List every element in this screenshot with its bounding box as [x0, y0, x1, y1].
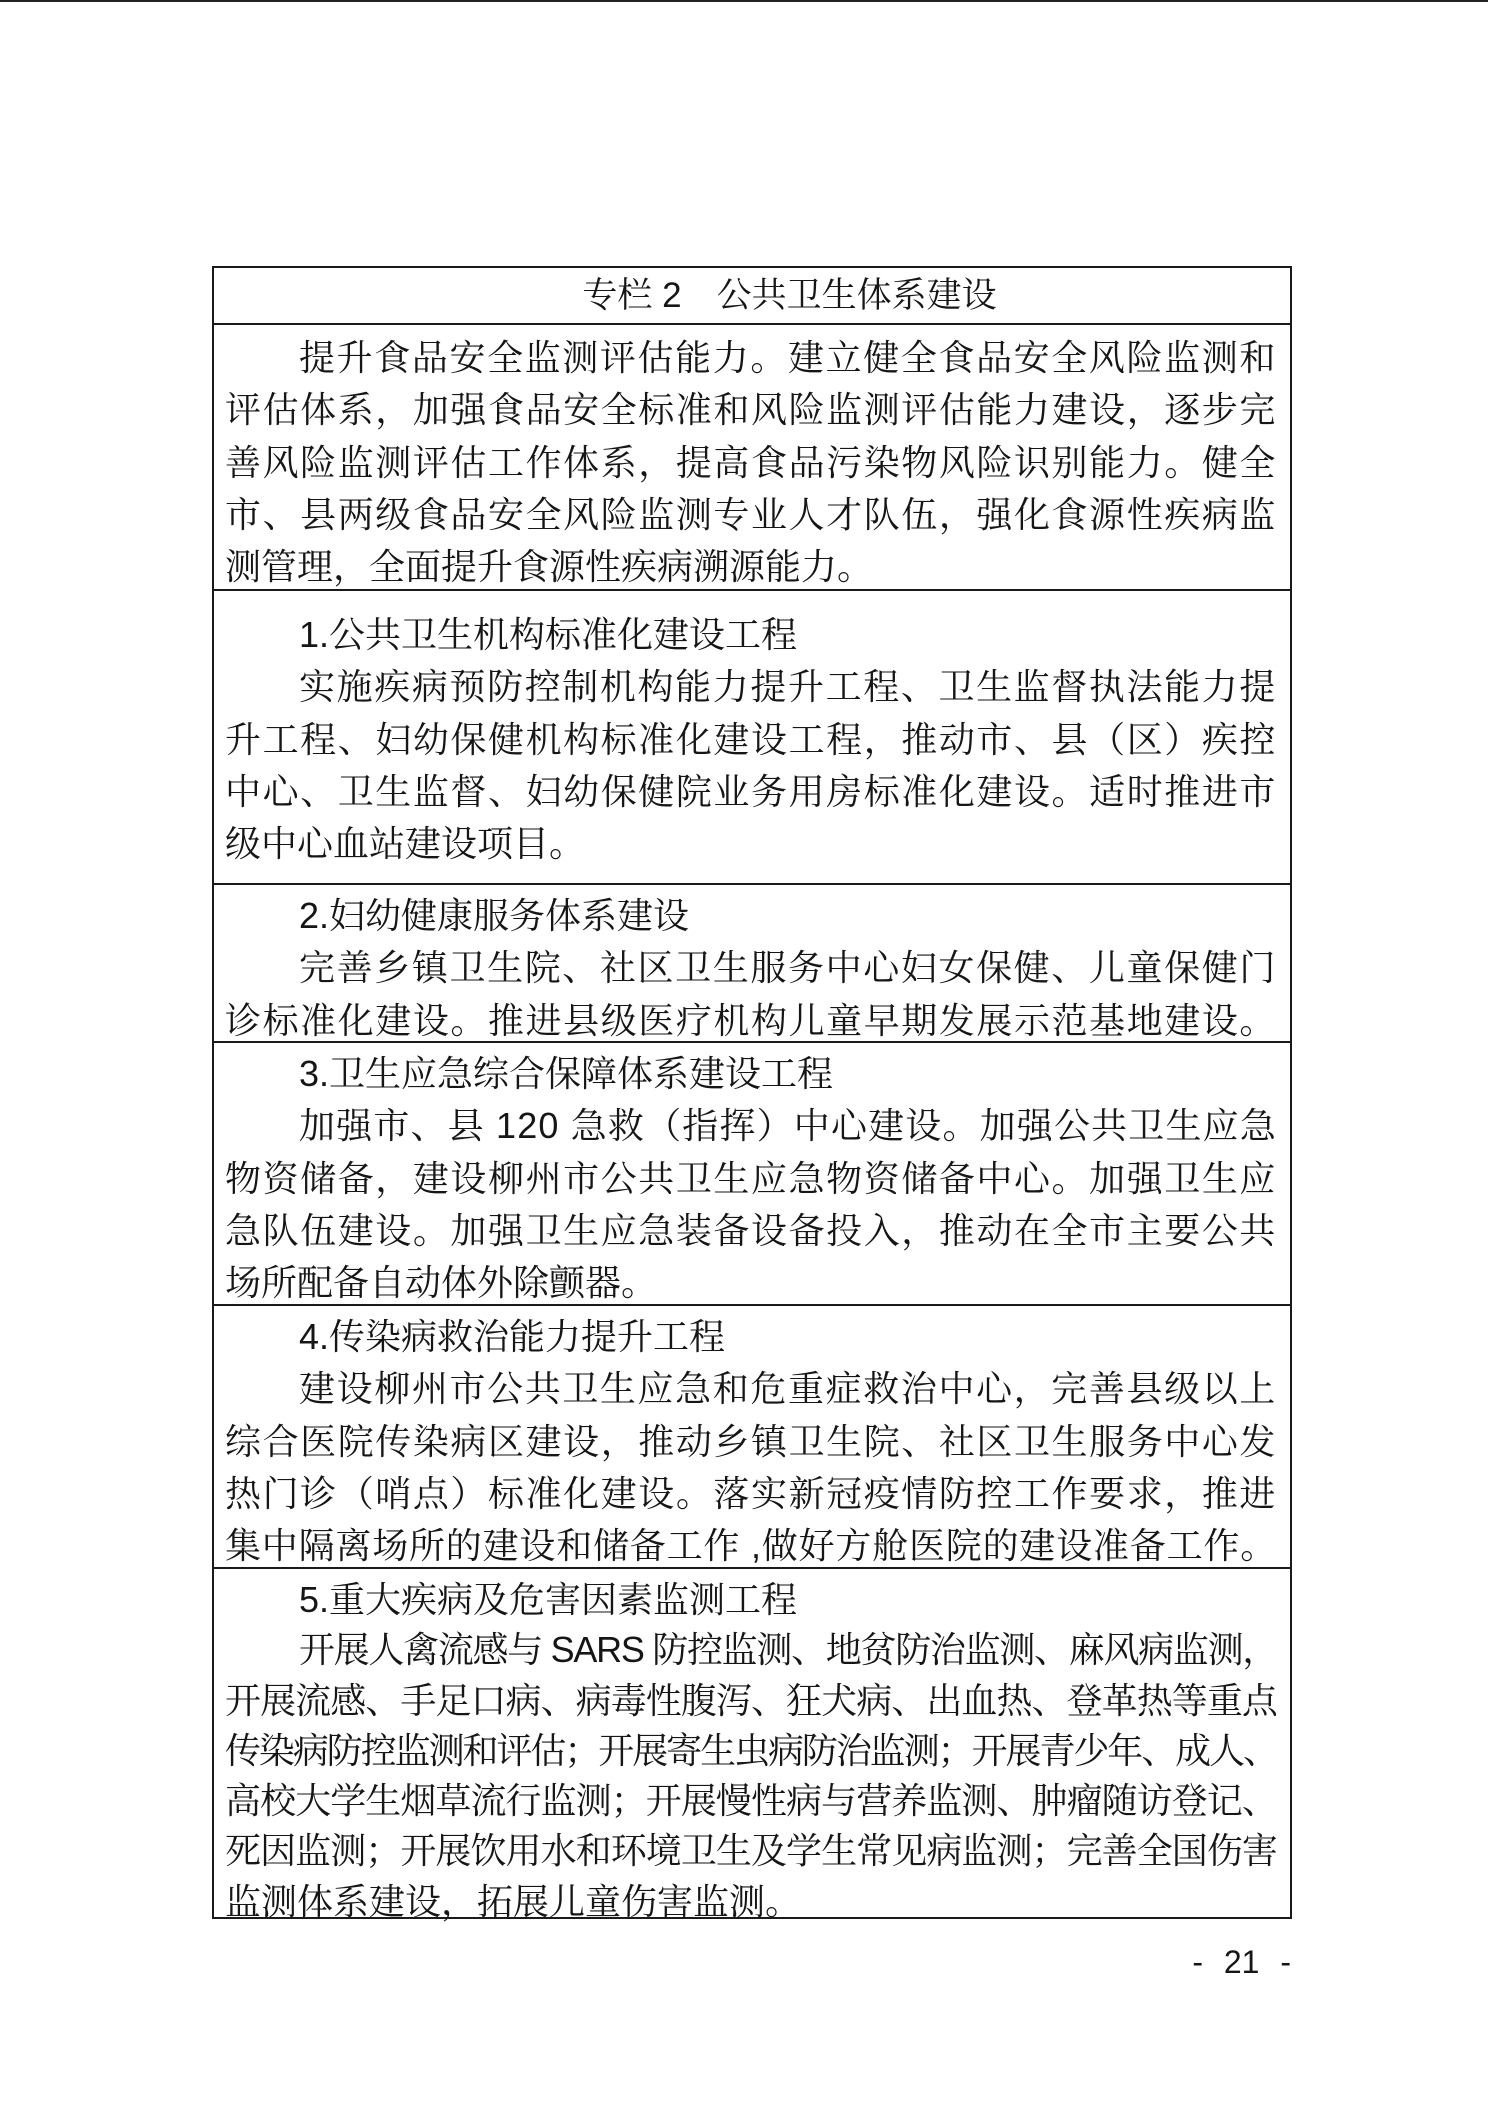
text-line: 死因监测；开展饮用水和环境卫生及学生常见病监测；完善全国伤害 [225, 1830, 1277, 1872]
text-line: 监测体系建设，拓展儿童伤害监测。 [225, 1880, 802, 1922]
feature-box-table [212, 266, 1292, 1922]
box-title: 专栏 2 公共卫生体系建设 [582, 276, 997, 315]
text-line: 测管理，全面提升食源性疾病溯源能力。 [225, 546, 874, 588]
section-heading: 2.妇幼健康服务体系建设 [299, 895, 690, 936]
text-line: 加强市、县 120 急救（指挥）中心建设。加强公共卫生应急 [299, 1105, 1277, 1147]
section-heading: 4.传染病救治能力提升工程 [299, 1316, 726, 1357]
text-line: 开展人禽流感与 SARS 防控监测、地贫防治监测、麻风病监测， [299, 1629, 1277, 1671]
text-line: 物资储备，建设柳州市公共卫生应急物资储备中心。加强卫生应 [225, 1157, 1277, 1199]
section-4-cell [214, 1304, 1290, 1567]
text-line: 热门诊（哨点）标准化建设。落实新冠疫情防控工作要求，推进 [225, 1472, 1277, 1514]
page-number: - 21 - [1192, 1944, 1291, 1980]
text-line: 综合医院传染病区建设，推动乡镇卫生院、社区卫生服务中心发 [225, 1420, 1277, 1462]
text-line: 传染病防控监测和评估；开展寄生虫病防治监测；开展青少年、成人、 [225, 1729, 1277, 1771]
text-line: 级中心血站建设项目。 [225, 823, 586, 865]
text-line: 诊标准化建设。推进县级医疗机构儿童早期发展示范基地建设。 [225, 999, 1277, 1041]
text-line: 建设柳州市公共卫生应急和危重症救治中心，完善县级以上 [299, 1368, 1277, 1410]
text-line: 评估体系，加强食品安全标准和风险监测评估能力建设，逐步完 [225, 389, 1277, 431]
page-edge-line [0, 0, 1488, 2]
text-line: 急队伍建设。加强卫生应急装备设备投入，推动在全市主要公共 [225, 1209, 1277, 1251]
text-line: 升工程、妇幼保健机构标准化建设工程，推动市、县（区）疾控 [225, 718, 1277, 760]
section-5-cell [214, 1567, 1290, 1922]
intro-cell [214, 323, 1290, 589]
section-heading: 3.卫生应急综合保障体系建设工程 [299, 1053, 834, 1094]
text-line: 实施疾病预防控制机构能力提升工程、卫生监督执法能力提 [299, 666, 1277, 708]
text-line: 完善乡镇卫生院、社区卫生服务中心妇女保健、儿童保健门 [299, 947, 1277, 989]
section-2-cell [214, 883, 1290, 1041]
text-line: 中心、卫生监督、妇幼保健院业务用房标准化建设。适时推进市 [225, 770, 1277, 812]
section-3-cell [214, 1041, 1290, 1304]
section-heading: 5.重大疾病及危害因素监测工程 [299, 1579, 798, 1620]
text-line: 提升食品安全监测评估能力。建立健全食品安全风险监测和 [299, 337, 1277, 378]
text-line: 集中隔离场所的建设和储备工作 ,做好方舱医院的建设准备工作。 [225, 1525, 1277, 1567]
section-heading: 1.公共卫生机构标准化建设工程 [299, 614, 798, 655]
text-line: 场所配备自动体外除颤器。 [225, 1262, 658, 1304]
text-line: 高校大学生烟草流行监测；开展慢性病与营养监测、肿瘤随访登记、 [225, 1780, 1277, 1822]
text-line: 市、县两级食品安全风险监测专业人才队伍，强化食源性疾病监 [225, 493, 1277, 535]
text-line: 开展流感、手足口病、病毒性腹泻、狂犬病、出血热、登革热等重点 [225, 1679, 1277, 1721]
text-line: 善风险监测评估工作体系，提高食品污染物风险识别能力。健全 [225, 441, 1277, 483]
section-1-cell [214, 589, 1290, 883]
